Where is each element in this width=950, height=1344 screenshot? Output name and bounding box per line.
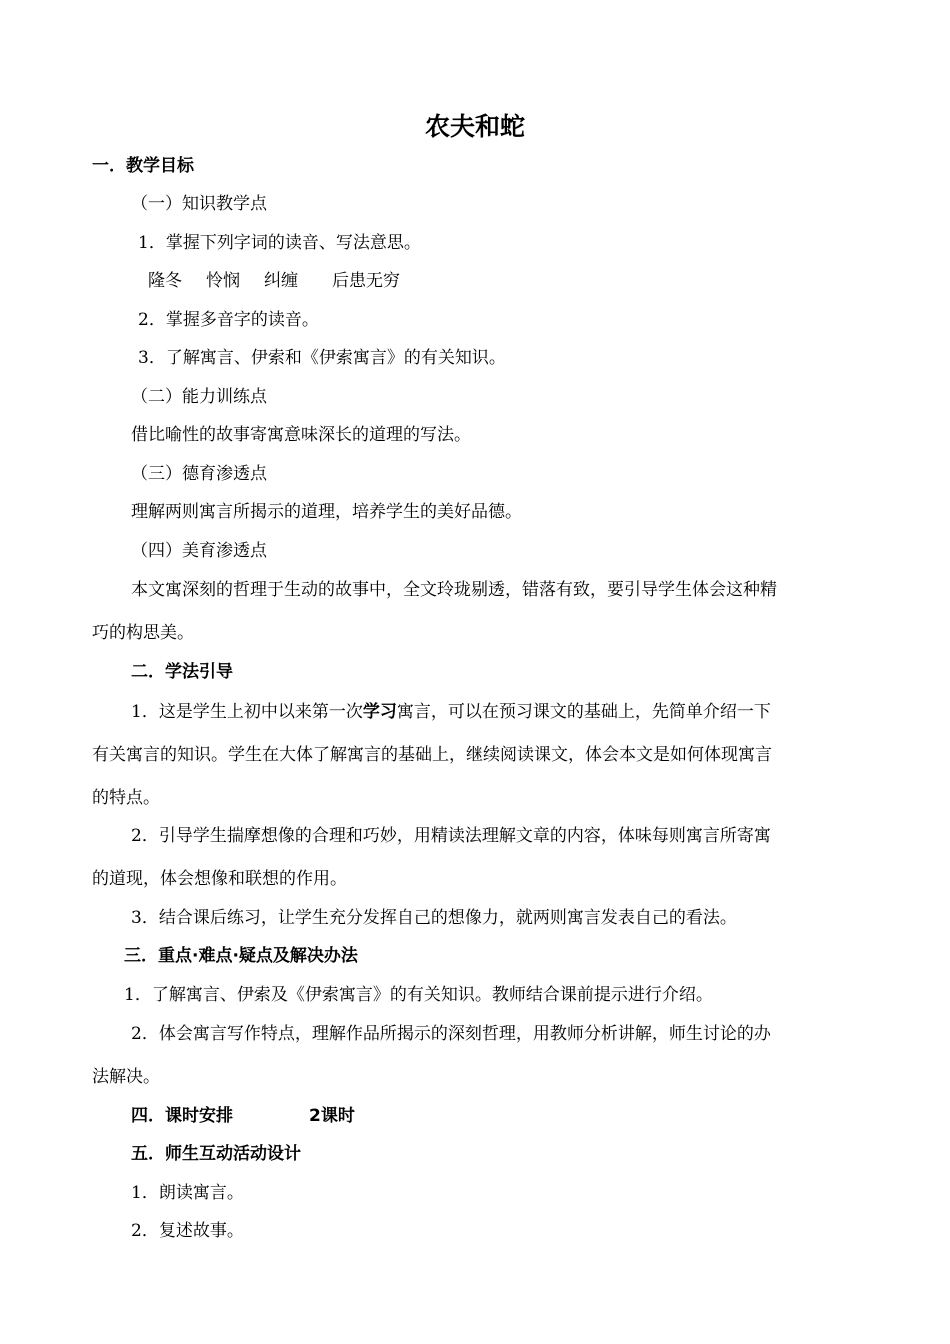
paragraph-line: 的特点。: [92, 788, 160, 808]
paragraph-line: 2．引导学生揣摩想像的合理和巧妙，用精读法理解文章的内容，体味每则寓言所寄寓: [131, 826, 771, 846]
section-heading-study-method: 二．学法引导: [131, 662, 233, 682]
list-item: 2．掌握多音字的读音。: [138, 310, 319, 330]
list-item: 3．了解寓言、伊索和《伊索寓言》的有关知识。: [138, 348, 506, 368]
text-run: 寓言，可以在预习课文的基础上，先简单介绍一下: [396, 702, 771, 722]
list-item: 2．复述故事。: [131, 1221, 244, 1241]
bold-text-run: 学习: [362, 702, 397, 722]
section-heading-key-points: 三．重点·难点·疑点及解决办法: [124, 946, 358, 966]
subheading-moral: （三）德育渗透点: [131, 464, 267, 484]
schedule-label: 四．课时安排: [131, 1106, 233, 1126]
subheading-aesthetic: （四）美育渗透点: [131, 541, 267, 561]
vocab-word: 隆冬: [148, 271, 182, 291]
paragraph: 理解两则寓言所揭示的道理，培养学生的美好品德。: [131, 502, 522, 522]
subheading-ability: （二）能力训练点: [131, 387, 267, 407]
paragraph: 借比喻性的故事寄寓意味深长的道理的写法。: [131, 425, 471, 445]
paragraph-line: 法解决。: [92, 1067, 160, 1087]
subheading-knowledge: （一）知识教学点: [131, 194, 267, 214]
paragraph-line: 2．体会寓言写作特点，理解作品所揭示的深刻哲理，用教师分析讲解，师生讨论的办: [131, 1024, 771, 1044]
vocabulary-words: [148, 271, 400, 291]
paragraph-line: 3．结合课后练习，让学生充分发挥自己的想像力，就两则寓言发表自己的看法。: [131, 908, 737, 928]
vocab-word: 纠缠: [264, 271, 298, 291]
paragraph-line: 本文寓深刻的哲理于生动的故事中，全文玲珑剔透，错落有致，要引导学生体会这种精: [131, 580, 777, 600]
section-heading-schedule: [131, 1106, 355, 1126]
list-item: 1．朗读寓言。: [131, 1183, 244, 1203]
paragraph-line: 巧的构思美。: [92, 623, 194, 643]
section-heading-activities: 五．师生互动活动设计: [131, 1144, 301, 1164]
page-title: 农夫和蛇: [424, 112, 525, 141]
paragraph-line: 的道现，体会想像和联想的作用。: [92, 869, 347, 889]
schedule-value: 2课时: [309, 1106, 355, 1126]
paragraph-line: 有关寓言的知识。学生在大体了解寓言的基础上，继续阅读课文，体会本文是如何体现寓言: [92, 745, 772, 765]
paragraph-line: 1．了解寓言、伊索及《伊索寓言》的有关知识。教师结合课前提示进行介绍。: [124, 985, 713, 1005]
vocab-word: 怜悯: [206, 271, 240, 291]
paragraph-line: [131, 702, 771, 722]
vocab-word: 后患无穷: [332, 271, 400, 291]
list-item: 1．掌握下列字词的读音、写法意思。: [138, 233, 421, 253]
section-heading-teaching-goals: 一．教学目标: [92, 156, 194, 176]
text-run: 1．这是学生上初中以来第一次: [131, 702, 363, 722]
